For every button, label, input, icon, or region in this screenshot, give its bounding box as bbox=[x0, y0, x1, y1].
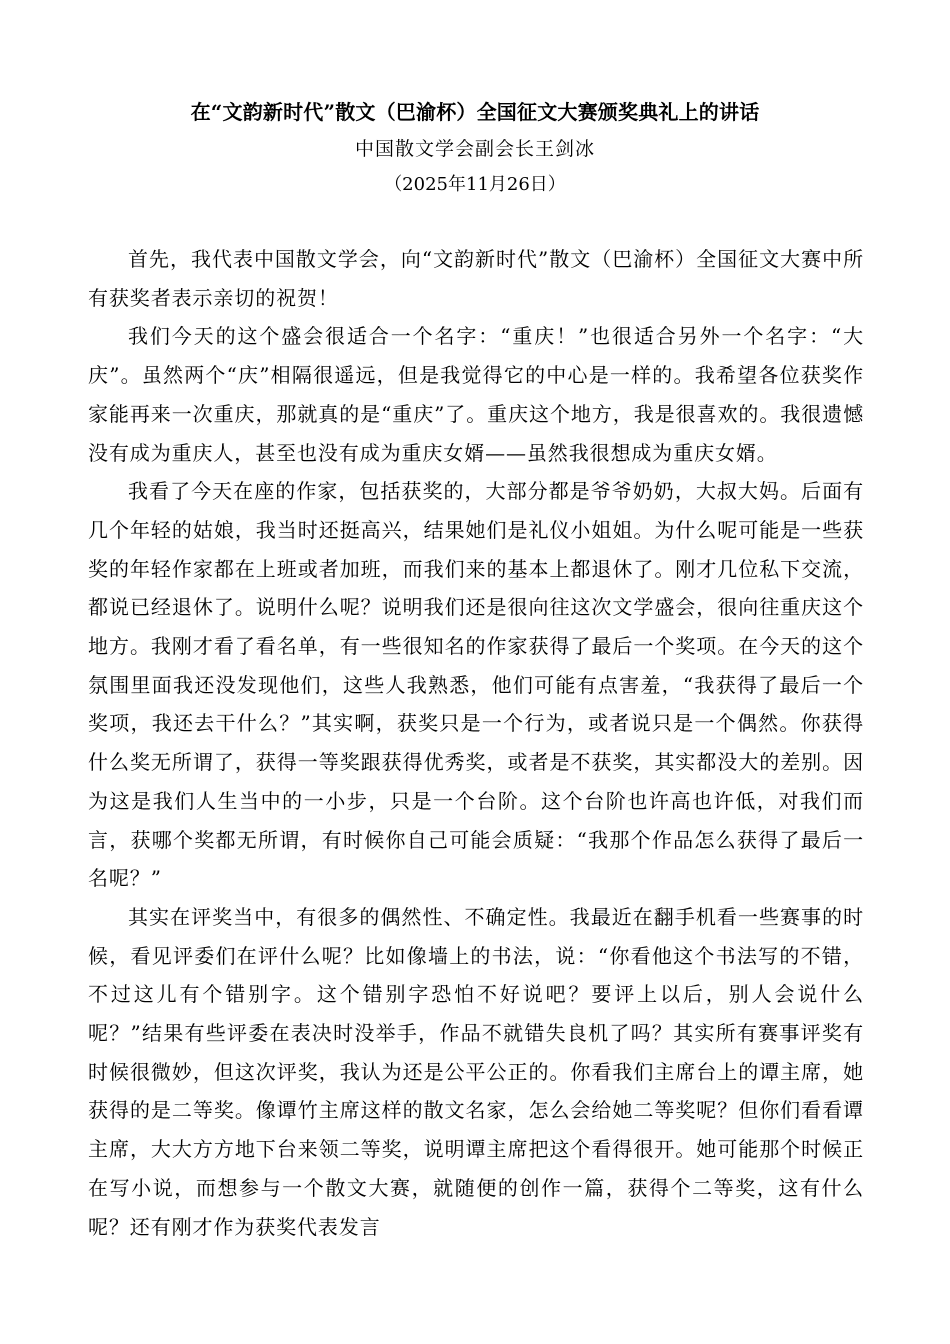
paragraph: 我看了今天在座的作家，包括获奖的，大部分都是爷爷奶奶，大叔大妈。后面有几个年轻的姑娘，我当时还挺高兴，结果她们是礼仪小姐姐。为什么呢可能是一些获奖的年轻作家都在上班或者加班，而我们来的基本上都退休了。刚才几位私下交流，都说已经退休了。说明什么呢？说明我们还是很向往这次文学盛会，很向往重庆这个地方。我刚才看了看名单，有一些很知名的作家获得了最后一个奖项。在今天的这个氛围里面我还没发现他们，这些人我熟悉，他们可能有点害羞，“我获得了最后一个奖项，我还去干什么？”其实啊，获奖只是一个行为，或者说只是一个偶然。你获得什么奖无所谓了，获得一等奖跟获得优秀奖，或者是不获奖，其实都没大的差别。因为这是我们人生当中的一小步，只是一个台阶。这个台阶也许高也许低，对我们而言，获哪个奖都无所谓，有时候你自己可能会质疑：“我那个作品怎么获得了最后一名呢？” bbox=[88, 479, 864, 891]
author-line: 中国散文学会副会长王剑冰 bbox=[354, 138, 595, 160]
date-line: （2025年11月26日） bbox=[384, 174, 566, 195]
document-title: 在“文韵新时代”散文（巴渝杯）全国征文大赛颁奖典礼上的讲话 bbox=[190, 100, 760, 124]
paragraph: 首先，我代表中国散文学会，向“文韵新时代”散文（巴渝杯）全国征文大赛中所有获奖者表示亲切的祝贺！ bbox=[88, 247, 864, 310]
speech-body bbox=[88, 240, 864, 1246]
paragraph: 其实在评奖当中，有很多的偶然性、不确定性。我最近在翻手机看一些赛事的时候，看见评委们在评什么呢？比如像墙上的书法，说：“你看他这个书法写的不错，不过这儿有个错别字。这个错别字恐怕不好说吧？要评上以后，别人会说什么呢？”结果有些评委在表决时没举手，作品不就错失良机了吗？其实所有赛事评奖有时候很微妙，但这次评奖，我认为还是公平公正的。你看我们主席台上的谭主席，她获得的是二等奖。像谭竹主席这样的散文名家，怎么会给她二等奖呢？但你们看看谭主席，大大方方地下台来领二等奖，说明谭主席把这个看得很开。她可能那个时候正在写小说，而想参与一个散文大赛，就随便的创作一篇，获得个二等奖，这有什么呢？还有刚才作为获奖代表发言 bbox=[88, 904, 864, 1239]
paragraph: 我们今天的这个盛会很适合一个名字：“重庆！”也很适合另外一个名字：“大庆”。虽然两个“庆”相隔很遥远，但是我觉得它的中心是一样的。我希望各位获奖作家能再来一次重庆，那就真的是“重庆”了。重庆这个地方，我是很喜欢的。我很遗憾没有成为重庆人，甚至也没有成为重庆女婿——虽然我很想成为重庆女婿。 bbox=[88, 324, 864, 465]
